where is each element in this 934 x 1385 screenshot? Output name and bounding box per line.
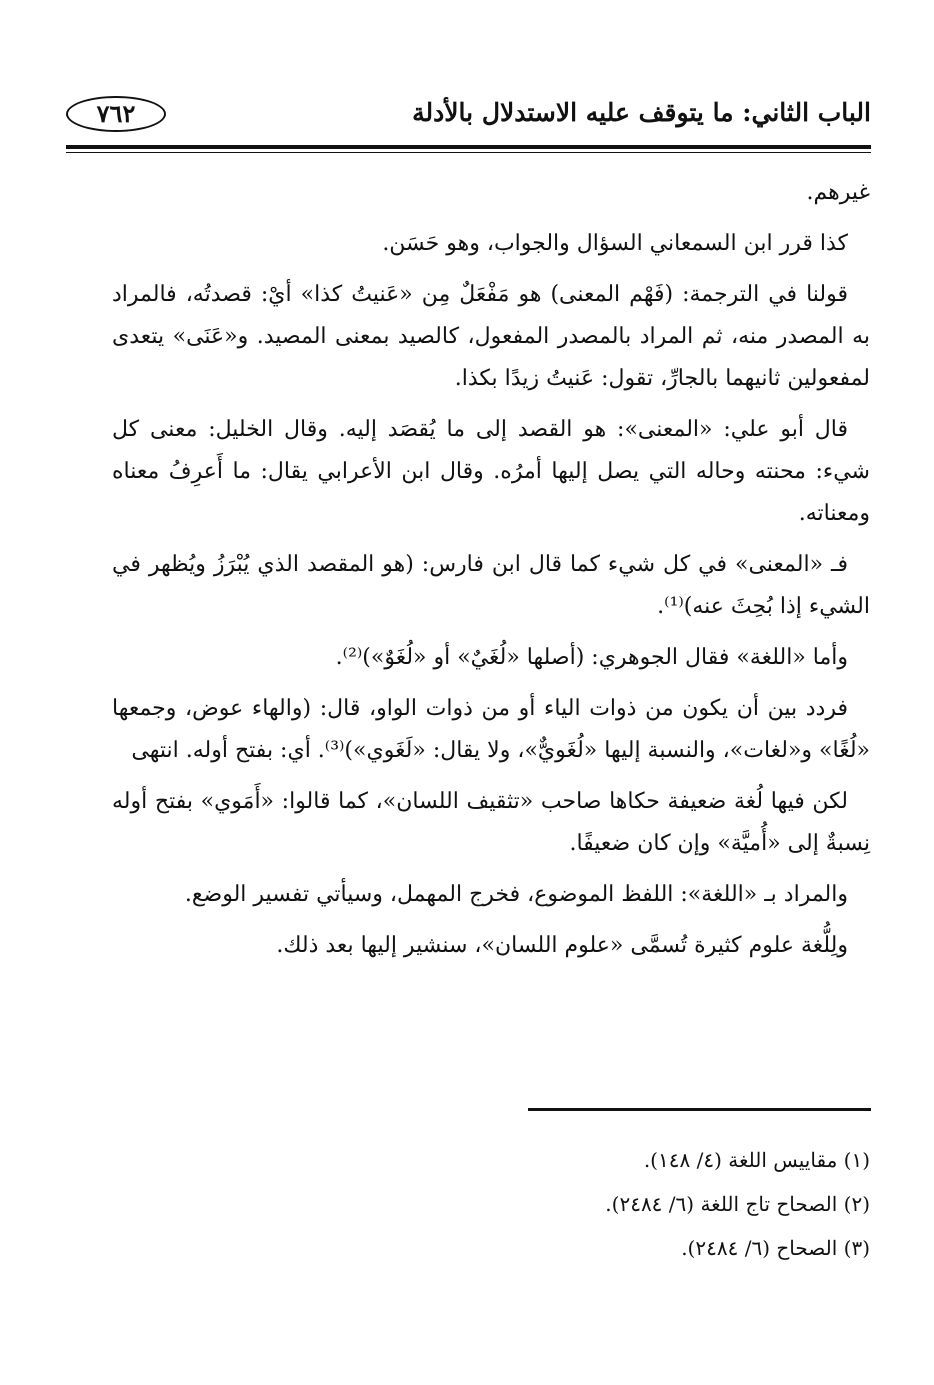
paragraph: قال أبو علي: «المعنى»: هو القصد إلى ما يُقصَد إليه. وقال الخليل: معنى كل شيء: محنته وحاله التي يصل إليها أمرُه. وقال ابن الأعرابي يقال: ما أَعرِفُ معناه ومعناته. [112,417,870,526]
paragraph: قولنا في الترجمة: (فَهْم المعنى) هو مَفْعَلٌ مِن «عَنيتُ كذا» أيْ: قصدتُه، فالمراد به المصدر منه، ثم المراد بالمصدر المفعول، كالصيد بمعنى المصيد. و«عَنَى» يتعدى لمفعولين ثانيهما بالجارِّ، تقول: عَنيتُ زيدًا بكذا. [112,282,870,391]
header-rule-thin [66,152,871,153]
footnote: (١) مقاييس اللغة (٤/ ١٤٨). [643,1148,870,1172]
footnote: (٢) الصحاح تاج اللغة (٦/ ٢٤٨٤). [605,1192,870,1216]
paragraph: لكن فيها لُغة ضعيفة حكاها صاحب «تثقيف اللسان»، كما قالوا: «أَمَوي» بفتح أوله نِسبةٌ إلى «أُميَّة» وإن كان ضعيفًا. [112,789,870,856]
paragraph: فـ «المعنى» في كل شيء كما قال ابن فارس: (هو المقصد الذي يُبْرَزُ ويُظهر في الشيء إذا بُحِثَ عنه)⁽¹⁾. [112,552,870,619]
footnotes [480,1138,870,1270]
paragraph: كذا قرر ابن السمعاني السؤال والجواب، وهو حَسَن. [382,231,848,256]
paragraph: غيرهم. [806,180,870,205]
footnote-separator [528,1108,871,1111]
header-rule-thick [66,145,871,149]
paragraph: ولِلُّغة علوم كثيرة تُسمَّى «علوم اللسان»، سنشير إليها بعد ذلك. [276,933,848,958]
paragraph: والمراد بـ «اللغة»: اللفظ الموضوع، فخرج المهمل، وسيأتي تفسير الوضع. [184,882,848,907]
chapter-title: الباب الثاني: ما يتوقف عليه الاستدلال بالأدلة [412,98,871,127]
main-text [112,172,870,976]
page-header [66,96,871,140]
paragraph: فردد بين أن يكون من ذوات الياء أو من ذوات الواو، قال: (والهاء عوض، وجمعها «لُغًا» و«لغات»، والنسبة إليها «لُغَويٌّ»، ولا يقال: «لَغَوي»)⁽³⁾. أي: بفتح أوله. انتهى [112,696,870,763]
paragraph: وأما «اللغة» فقال الجوهري: (أصلها «لُغَيٌ» أو «لُغَوٌ»)⁽²⁾. [335,645,848,670]
footnote: (٣) الصحاح (٦/ ٢٤٨٤). [681,1236,870,1260]
page-number-badge: ٧٦٢ [66,96,166,132]
